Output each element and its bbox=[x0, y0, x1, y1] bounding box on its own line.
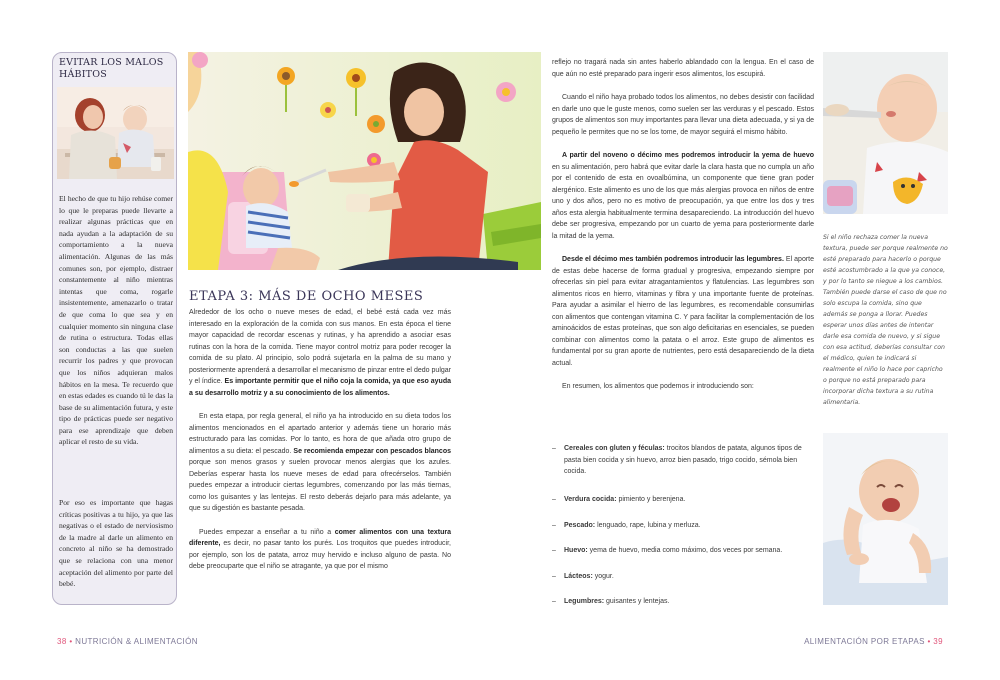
list-item-label: Huevo: bbox=[564, 547, 588, 554]
footer-right bbox=[804, 637, 943, 646]
list-item-text: lenguado, rape, lubina y merluza. bbox=[595, 522, 701, 529]
right-paragraph-4: En resumen, los alimentos que podemos ir introduciendo son: bbox=[562, 383, 754, 390]
sidebar-title-line2: HÁBITOS bbox=[59, 69, 107, 80]
list-item bbox=[552, 520, 814, 532]
list-dash: – bbox=[552, 547, 556, 554]
list-item-text: yema de huevo, media como máximo, dos veces por semana. bbox=[587, 547, 783, 554]
list-item-text: trocitos blandos de patata, algunos tipos de pasta bien cocida y sin huevo, arroz bien pasado, trigo cocido, sémola bien cocida. bbox=[564, 445, 802, 475]
list-item-label: Lácteos: bbox=[564, 573, 593, 580]
list-item-label: Legumbres: bbox=[564, 598, 605, 605]
list-item bbox=[552, 596, 814, 608]
list-item-text: pimiento y berenjena. bbox=[616, 496, 686, 503]
list-item bbox=[552, 571, 814, 583]
list-item-label: Cereales con gluten y féculas: bbox=[564, 445, 665, 452]
footer-left bbox=[57, 637, 198, 646]
left-paragraph-2: En esta etapa, por regla general, el niño ya ha introducido en su dieta todos los alimentos mencionados en el apartado anterior y además tiene un horario más estructurado para las comidas. Por lo tanto, es hora de que añada otro grupo de alimentos a su dieta: el pescado. Se recomienda empezar con pescados blancos porque son menos grasos y suelen provocar menos alergias que los azules. Deberías esperar hasta los nueve meses de edad para ofrecérselos. También puedes empezar a introducir ciertas legumbres, comenzando por las más tiernas, como los guisantes y las lentejas. El resto deberás dejarlo para más adelante, ya que su digestión es bastante pesada. bbox=[189, 413, 451, 512]
footer-right-title: ALIMENTACIÓN POR ETAPAS bbox=[804, 637, 925, 646]
list-dash: – bbox=[552, 598, 556, 605]
right-paragraph-1: Cuando el niño haya probado todos los alimentos, no debes desistir con facilidad en darle uno que le guste menos, como suelen ser las verduras y el pescado. Estos grupos de alimentos son muy importantes para llevar una dieta adecuada, y si ya de pequeño le permites que no se los tome, de mayor seguirá el mismo hábito. bbox=[552, 94, 814, 136]
footer-left-title: NUTRICIÓN & ALIMENTACIÓN bbox=[75, 637, 198, 646]
sidebar-title-line1: EVITAR LOS MALOS bbox=[59, 57, 164, 68]
right-column bbox=[552, 57, 814, 405]
right-highlight-2: Desde el décimo mes también podremos introducir las legumbres. bbox=[562, 256, 784, 263]
list-item-text: guisantes y lentejas. bbox=[604, 598, 670, 605]
section-heading: ETAPA 3: MÁS DE OCHO MESES bbox=[189, 289, 424, 304]
list-dash: – bbox=[552, 522, 556, 529]
left-paragraph-1: Alrededor de los ocho o nueve meses de edad, el bebé está cada vez más interesado en la exploración de la comida con sus manos. En esta época el tiene mayor capacidad de recordar escenas y rutinas, y ha aprendido a asociar esas rutinas con la hora de la comida. Tiene mayor control motriz para poder recoger la comida de su plato. Al principio, solo podrá sujetarla en la palma de su mano y posteriormente aprenderá a desarrollar el mecanismo de pinzar entre el dedo pulgar y el índice. Es importante permitir que el niño coja la comida, ya que eso ayuda a su desarrollo motriz y a su conocimiento de los alimentos. bbox=[189, 309, 451, 397]
sidebar-title bbox=[59, 57, 174, 81]
left-highlight-1: Es importante permitir que el niño coja la comida, ya que eso ayuda a su desarrollo motriz y a su conocimiento de los alimentos. bbox=[189, 378, 451, 397]
list-item-text: yogur. bbox=[592, 573, 614, 580]
bullet-icon: • bbox=[927, 637, 931, 646]
list-item-label: Verdura cocida: bbox=[564, 496, 617, 503]
list-dash: – bbox=[552, 496, 556, 503]
list-item-label: Pescado: bbox=[564, 522, 596, 529]
photo-baby-eating bbox=[823, 52, 948, 214]
sidebar-photo-mother-feeding bbox=[57, 87, 174, 179]
list-item bbox=[552, 494, 814, 506]
left-paragraph-3: Puedes empezar a enseñar a tu niño a comer alimentos con una textura diferente, es decir, no pasar tanto los purés. Los troquitos que puedes introducir, por ejemplo, son los de patata, arroz muy hervido e incluso alguno de pasta. No debe preocuparte que el niño se atragante, ya que por el mismo bbox=[189, 528, 451, 570]
page-number-left: 38 bbox=[57, 637, 67, 646]
bullet-icon: • bbox=[69, 637, 73, 646]
list-item bbox=[552, 545, 814, 557]
list-item bbox=[552, 443, 814, 478]
left-highlight-2: Se recomienda empezar con pescados blancos bbox=[293, 447, 451, 455]
photo-baby-crying bbox=[823, 433, 948, 605]
sidebar-box bbox=[52, 52, 177, 605]
list-dash: – bbox=[552, 445, 556, 452]
photo-caption: Si el niño rechaza comer la nueva textura, puede ser porque realmente no esté preparado para hacerlo o porque esté acostumbrado a la que ya conoce, y por lo tanto se niegue a los cambios. También puede darse el caso de que no solo escupa la comida, sino que además se ponga a llorar. Puedes esperar unos días antes de intentar darle esa comida de nuevo, y si sigue con esa actitud, deberías consultar con el médico, quien te indicará si realmente el niño lo hace por capricho o porque no está preparado para incorporar dicha textura a su rutina alimentaria. bbox=[823, 234, 948, 406]
right-highlight-1: A partir del noveno o décimo mes podremos introducir la yema de huevo bbox=[562, 152, 814, 159]
right-paragraph-0: reflejo no tragará nada sin antes haberlo ablandado con la lengua. En el caso de que aún no esté preparado para ingerir esos alimentos, los escupirá. bbox=[552, 59, 814, 78]
sidebar-paragraph-1: El hecho de que tu hijo rehúse comer lo que le preparas puede llevarte a realizar algunas prácticas que en nada ayudan a la adaptación de su comportamiento a la nueva alimentación. Algunas de las más comunes son, por ejemplo, distraer constantemente al niño mientras intentas que coma, rogarle insistentemente, amenazarlo o tratar de que coma lo que sea y en cualquier momento sin ninguna clase de rutina o estructura. Todas ellas son conductas a las que suelen recurrir los padres y que provocan que los niños adquieran malos hábitos en la mesa. Te recuerdo que en estas edades es cuando tú le das la base de su alimentación futura, y este tipo de prácticas puede ser negativo para ese aprendizaje que deben aplicar el resto de su vida. bbox=[59, 194, 173, 447]
sidebar-paragraph-2: Por eso es importante que hagas críticas positivas a tu hijo, ya que las negativas o el estado de nerviosismo de la madre al darle un alimento en concreto al niño se ha demostrado que se relaciona con una menor aceptación del alimento por parte del bebé. bbox=[59, 498, 173, 589]
page-number-right: 39 bbox=[933, 637, 943, 646]
left-column bbox=[189, 307, 451, 585]
left-highlight-3: comer alimentos con una textura diferente, bbox=[189, 528, 451, 547]
list-dash: – bbox=[552, 573, 556, 580]
main-photo-mother-feeding-baby bbox=[188, 52, 541, 270]
right-paragraph-3: Desde el décimo mes también podremos introducir las legumbres. El aporte de estas debe hacerse de forma gradual y progresiva, empezando siempre por ofrecerlas sin piel para evitar atragantamientos y flatulencias. Las legumbres son alimentos ricos en hierro, vitaminas y fibra y una importante fuente de proteínas. Para ayudar a asimilar el hierro de las legumbres, es recomendable consumirlas con alimentos que contengan vitamina C. Y para facilitar la complementación de los aminoácidos de estas proteínas, que son algo deficitarias en esenciales, se pueden combinar con alimentos como la patata o el arroz. Este grupo de alimentos es fundamental por su gran aporte de nutrientes, pero está desapareciendo de la dieta actual. bbox=[552, 256, 815, 367]
right-paragraph-2: A partir del noveno o décimo mes podremos introducir la yema de huevo en su alimentación, pero habrá que evitar darle la clara hasta que no cumpla un año por el contenido de esta en ovoalbúmina, un componente que tiene gran poder alergénico. Este alimento es uno de los que más alergias provoca en niños de entre uno y dos años, pero no es motivo de preocupación, ya que entre los dos y tres años esta alergia habitualmente termina desapareciendo. La introducción del huevo debe ser progresiva, empezando por un cuarto de yema para posteriormente darle la mitad de la yema. bbox=[552, 152, 814, 240]
